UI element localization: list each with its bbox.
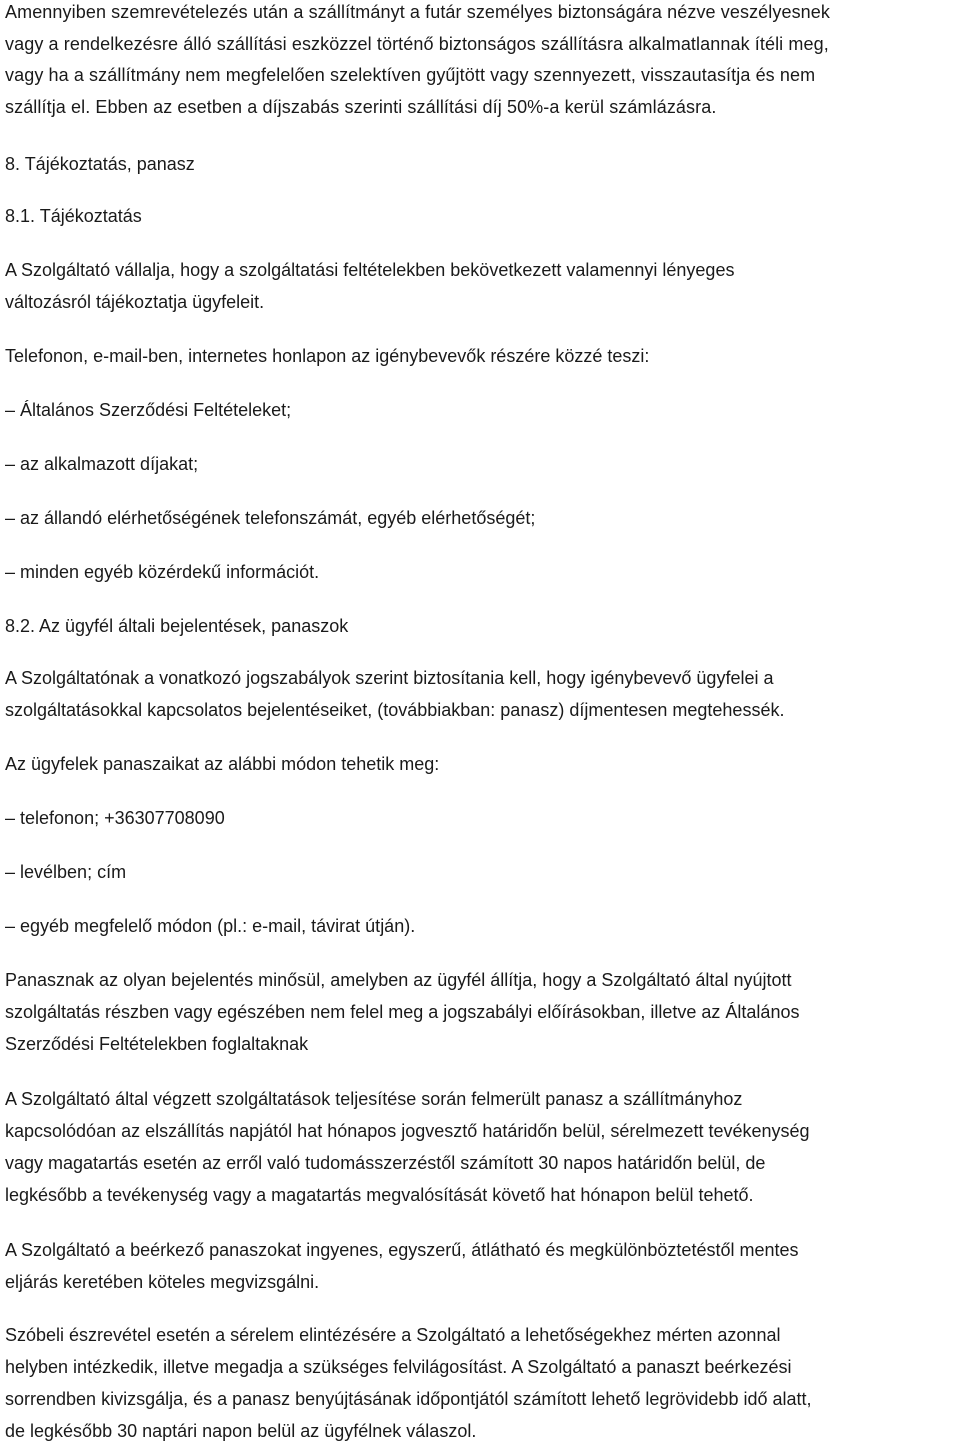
paragraph-complaint-definition — [5, 964, 960, 1060]
text-line: sorrendben kivizsgálja, és a panasz benyújtásának időpontjától számított lehető legrövidebb idő alatt, — [5, 1389, 812, 1409]
paragraph-obligation — [5, 662, 960, 726]
text-line: helyben intézkedik, illetve megadja a szükséges felvilágosítást. A Szolgáltató a panaszt beérkezési — [5, 1357, 792, 1377]
section-8-1-heading: 8.1. Tájékoztatás — [5, 206, 142, 226]
list-item: – az alkalmazott díjakat; — [5, 454, 199, 474]
text-line: A Szolgáltató által végzett szolgáltatások teljesítése során felmerült panasz a szállítmányhoz — [5, 1089, 743, 1109]
list-item: – minden egyéb közérdekű információt. — [5, 562, 320, 582]
paragraph-oral-remarks — [5, 1319, 960, 1447]
text-line: A Szolgáltatónak a vonatkozó jogszabályok szerint biztosítania kell, hogy igénybevevő ügyfelei a — [5, 668, 774, 688]
list-item: – levélben; cím — [5, 862, 127, 882]
text-line: Amennyiben szemrevételezés után a szállítmányt a futár személyes biztonságára nézve veszélyesnek — [5, 2, 831, 22]
text-line: szállítja el. Ebben az esetben a díjszabás szerinti szállítási díj 50%-a kerül számlázásra. — [5, 96, 717, 117]
text-line: A Szolgáltató a beérkező panaszokat ingyenes, egyszerű, átlátható és megkülönböztetéstől mentes — [5, 1240, 799, 1260]
section-8-2-heading: 8.2. Az ügyfél általi bejelentések, panaszok — [5, 616, 349, 636]
text-line: Szóbeli észrevétel esetén a sérelem elintézésére a Szolgáltató a lehetőségekhez mérten azonnal — [5, 1325, 781, 1345]
text-line: legkésőbb a tevékenység vagy a magatartás megvalósítását követő hat hónapon belül tehető. — [5, 1185, 754, 1205]
paragraph-deadlines — [5, 1083, 960, 1211]
list-item: – Általános Szerződési Feltételeket; — [5, 400, 292, 420]
paragraph-ways: Az ügyfelek panaszaikat az alábbi módon tehetik meg: — [5, 754, 440, 774]
section-8-heading: 8. Tájékoztatás, panasz — [5, 154, 195, 174]
text-line: vagy ha a szállítmány nem megfelelően szelektíven gyűjtött vagy szennyezett, visszautasítja és nem — [5, 65, 816, 85]
text-line: szolgáltatásokkal kapcsolatos bejelentéseiket, (továbbiakban: panasz) díjmentesen megtehessék. — [5, 700, 785, 720]
list-item: – az állandó elérhetőségének telefonszámát, egyéb elérhetőségét; — [5, 508, 536, 528]
text-line: vagy a rendelkezésre álló szállítási eszközzel történő biztonságos szállításra alkalmatlannak ítéli meg, — [5, 33, 829, 54]
paragraph-free-procedure — [5, 1234, 960, 1298]
text-line: A Szolgáltató vállalja, hogy a szolgáltatási feltételekben bekövetkezett valamennyi lényeges — [5, 260, 735, 280]
paragraph-changes — [5, 254, 960, 318]
text-line: de legkésőbb 30 naptári napon belül az ügyfélnek válaszol. — [5, 1421, 477, 1441]
list-item: – telefonon; +36307708090 — [5, 808, 225, 828]
text-line: szolgáltatás részben vagy egészében nem felel meg a jogszabályi előírásokban, illetve az Általános — [5, 1002, 800, 1022]
text-line: változásról tájékoztatja ügyfeleit. — [5, 292, 265, 312]
text-line: vagy magatartás esetén az erről való tudomásszerzéstől számított 30 napos határidőn belül, de — [5, 1153, 766, 1173]
text-line: Panasznak az olyan bejelentés minősül, amelyben az ügyfél állítja, hogy a Szolgáltató által nyújtott — [5, 970, 792, 990]
text-line: eljárás keretében köteles megvizsgálni. — [5, 1272, 320, 1292]
intro-paragraph — [5, 0, 960, 123]
list-item: – egyéb megfelelő módon (pl.: e-mail, távirat útján). — [5, 916, 416, 936]
text-line: kapcsolódóan az elszállítás napjától hat hónapos jogvesztő határidőn belül, sérelmezett tevékenység — [5, 1121, 810, 1141]
text-line: Szerződési Feltételekben foglaltaknak — [5, 1034, 309, 1054]
paragraph-publishes: Telefonon, e-mail-ben, internetes honlapon az igénybevevők részére közzé teszi: — [5, 346, 650, 366]
